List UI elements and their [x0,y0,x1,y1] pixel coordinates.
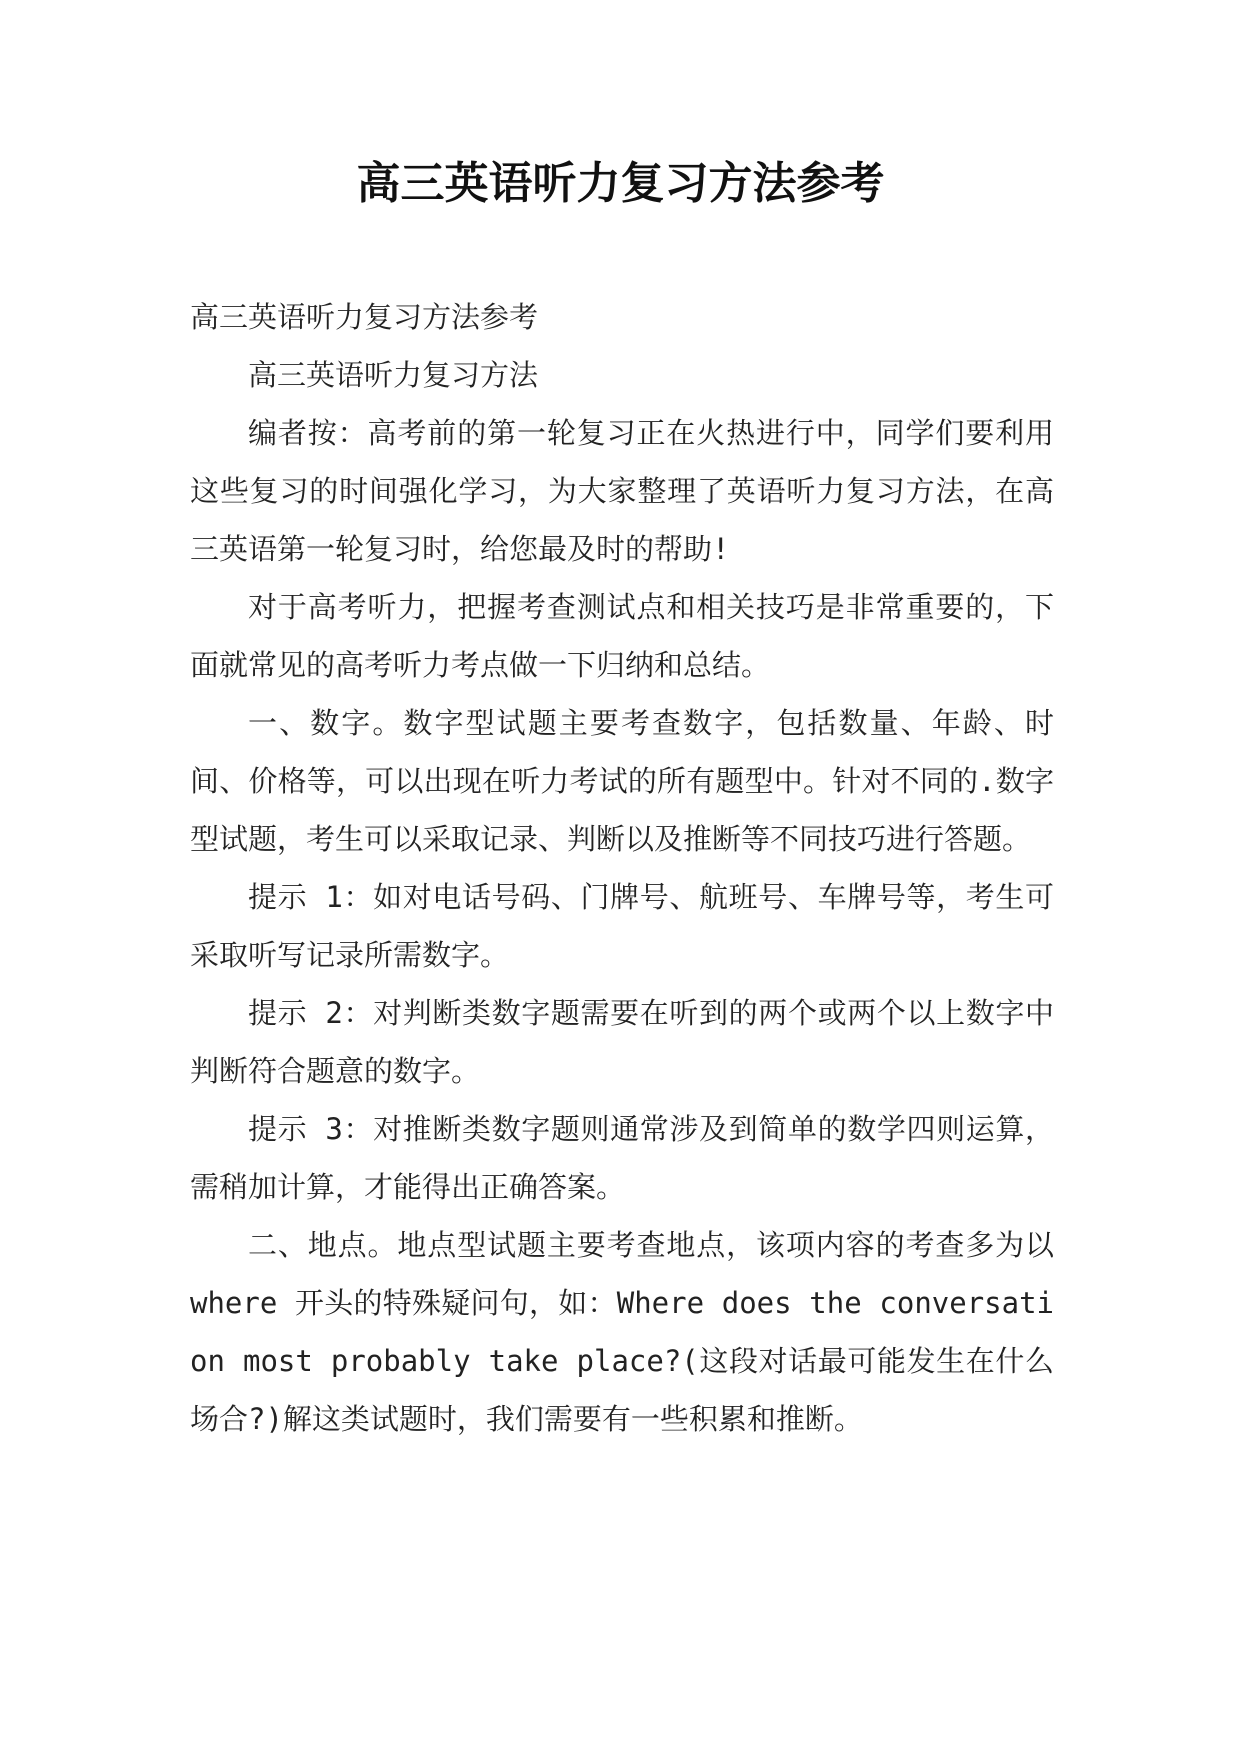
document-title: 高三英语听力复习方法参考 [356,158,885,209]
paragraph-tip-3: 提示 3：对推断类数字题则通常涉及到简单的数学四则运算，需稍加计算，才能得出正确答案。 [190,1112,1054,1204]
paragraph-tip-1: 提示 1：如对电话号码、门牌号、航班号、车牌号等，考生可采取听写记录所需数字。 [190,880,1054,972]
document-body [190,288,1054,1448]
paragraph-intro: 对于高考听力，把握考查测试点和相关技巧是非常重要的，下面就常见的高考听力考点做一下归纳和总结。 [190,590,1054,682]
paragraph-section-places: 二、地点。地点型试题主要考查地点，该项内容的考查多为以 where 开头的特殊疑问句，如：Where does the conversation most probably take place?(这段对话最可能发生在什么场合?)解这类试题时，我们需要有一些积累和推断。 [190,1228,1054,1436]
paragraph-section-numbers: 一、数字。数字型试题主要考查数字，包括数量、年龄、时间、价格等，可以出现在听力考试的所有题型中。针对不同的.数字型试题，考生可以采取记录、判断以及推断等不同技巧进行答题。 [190,706,1054,856]
paragraph-subtitle: 高三英语听力复习方法 [248,358,539,392]
paragraph-editor-note: 编者按：高考前的第一轮复习正在火热进行中，同学们要利用这些复习的时间强化学习，为大家整理了英语听力复习方法，在高三英语第一轮复习时，给您最及时的帮助! [190,416,1054,566]
paragraph-heading-repeat: 高三英语听力复习方法参考 [190,300,539,334]
paragraph-tip-2: 提示 2：对判断类数字题需要在听到的两个或两个以上数字中判断符合题意的数字。 [190,996,1054,1088]
